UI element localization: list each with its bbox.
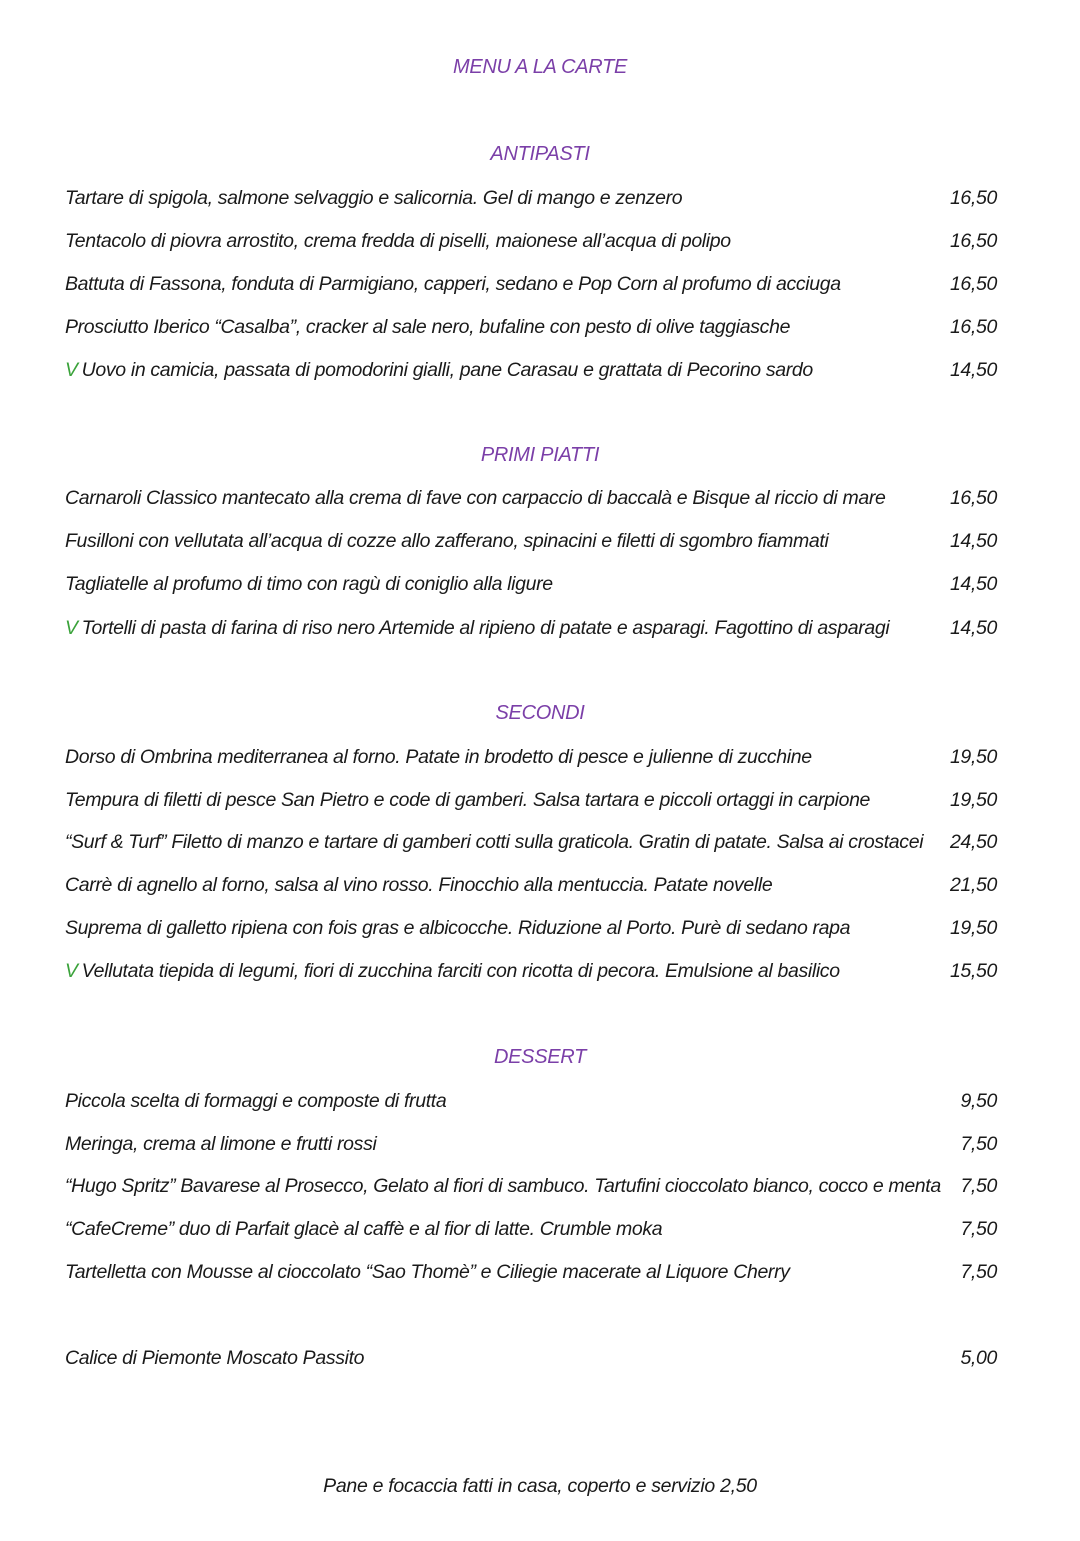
- dish-name: Fusilloni con vellutata all’acqua di cozze allo zafferano, spinacini e filetti di sgombro fiammati: [65, 529, 829, 552]
- menu-item: [65, 956, 997, 986]
- dish-name: Tartare di spigola, salmone selvaggio e salicornia. Gel di mango e zenzero: [65, 186, 683, 209]
- dish-price: 5,00: [960, 1346, 997, 1369]
- dish-price: 14,50: [949, 616, 997, 639]
- dish-price: 16,50: [949, 229, 997, 252]
- menu-item: [65, 1086, 997, 1116]
- menu-item: [65, 827, 997, 857]
- dish-name: Carrè di agnello al forno, salsa al vino rosso. Finocchio alla mentuccia. Patate novelle: [65, 873, 773, 896]
- menu-item: [65, 483, 997, 513]
- menu-item: [65, 226, 997, 256]
- cover-charge-note: Pane e focaccia fatti in casa, coperto e servizio 2,50: [323, 1475, 757, 1497]
- dish-price: 7,50: [960, 1132, 997, 1155]
- vegetarian-marker: V: [65, 358, 78, 381]
- dish-price: 19,50: [949, 788, 997, 811]
- menu-item: [65, 613, 997, 643]
- dish-price: 14,50: [949, 358, 997, 381]
- section-title-secondi: SECONDI: [495, 702, 585, 724]
- dish-price: 16,50: [949, 272, 997, 295]
- dish-name: Tempura di filetti di pesce San Pietro e code di gamberi. Salsa tartara e piccoli ortaggi in carpione: [65, 788, 871, 811]
- dish-price: 16,50: [949, 315, 997, 338]
- dish-price: 14,50: [949, 529, 997, 552]
- menu-item: [65, 355, 997, 385]
- dish-name: Prosciutto Iberico “Casalba”, cracker al sale nero, bufaline con pesto di olive taggiasche: [65, 315, 791, 338]
- dish-price: 24,50: [949, 830, 997, 853]
- dish-name: “Hugo Spritz” Bavarese al Prosecco, Gelato al fiori di sambuco. Tartufini cioccolato bianco, cocco e menta: [65, 1174, 941, 1197]
- dish-name: Suprema di galletto ripiena con fois gras e albicocche. Riduzione al Porto. Purè di sedano rapa: [65, 916, 851, 939]
- dish-name: Calice di Piemonte Moscato Passito: [65, 1346, 365, 1369]
- dish-name: “Surf & Turf” Filetto di manzo e tartare di gamberi cotti sulla graticola. Gratin di patate. Salsa ai crostacei: [65, 830, 924, 853]
- dish-name: Tagliatelle al profumo di timo con ragù di coniglio alla ligure: [65, 572, 553, 595]
- section-title-dessert: DESSERT: [493, 1046, 586, 1068]
- section-title-primi: PRIMI PIATTI: [480, 444, 600, 466]
- dish-price: 19,50: [949, 745, 997, 768]
- menu-item: [65, 870, 997, 900]
- menu-item: [65, 1171, 997, 1201]
- dish-price: 16,50: [949, 486, 997, 509]
- dish-price: 7,50: [960, 1260, 997, 1283]
- dish-price: 7,50: [960, 1174, 997, 1197]
- dish-price: 16,50: [949, 186, 997, 209]
- dish-price: 19,50: [949, 916, 997, 939]
- menu-title: MENU A LA CARTE: [452, 56, 628, 78]
- dish-name: “CafeCreme” duo di Parfait glacè al caffè e al fior di latte. Crumble moka: [65, 1217, 663, 1240]
- menu-item: [65, 1214, 997, 1244]
- dish-name: Battuta di Fassona, fonduta di Parmigiano, capperi, sedano e Pop Corn al profumo di acciuga: [65, 272, 841, 295]
- menu-item: [65, 183, 997, 213]
- menu-item: [65, 569, 997, 599]
- dish-price: 7,50: [960, 1217, 997, 1240]
- dish-price: 14,50: [949, 572, 997, 595]
- menu-item: [65, 913, 997, 943]
- dish-name: Tortelli di pasta di farina di riso nero Artemide al ripieno di patate e asparagi. Fagottino di asparagi: [81, 616, 890, 639]
- dish-name: Carnaroli Classico mantecato alla crema di fave con carpaccio di baccalà e Bisque al riccio di mare: [65, 486, 886, 509]
- menu-item: [65, 1257, 997, 1287]
- dish-name: Dorso di Ombrina mediterranea al forno. Patate in brodetto di pesce e julienne di zucchine: [65, 745, 812, 768]
- menu-item: [65, 269, 997, 299]
- dish-price: 15,50: [949, 959, 997, 982]
- dish-name: Meringa, crema al limone e frutti rossi: [65, 1132, 377, 1155]
- dish-name: Uovo in camicia, passata di pomodorini gialli, pane Carasau e grattata di Pecorino sardo: [81, 358, 813, 381]
- section-title-antipasti: ANTIPASTI: [490, 143, 590, 165]
- menu-item: [65, 526, 997, 556]
- menu-item: [65, 312, 997, 342]
- dish-price: 21,50: [949, 873, 997, 896]
- dish-name: Tartelletta con Mousse al cioccolato “Sao Thomè” e Ciliegie macerate al Liquore Cherry: [65, 1260, 790, 1283]
- dish-name: Vellutata tiepida di legumi, fiori di zucchina farciti con ricotta di pecora. Emulsione al basilico: [81, 959, 840, 982]
- dish-name: Piccola scelta di formaggi e composte di frutta: [65, 1089, 447, 1112]
- menu-item: [65, 1129, 997, 1159]
- menu-item-extra: [65, 1343, 997, 1373]
- menu-item: [65, 742, 997, 772]
- dish-name: Tentacolo di piovra arrostito, crema fredda di piselli, maionese all’acqua di polipo: [65, 229, 731, 252]
- vegetarian-marker: V: [65, 959, 78, 982]
- vegetarian-marker: V: [65, 616, 78, 639]
- menu-item: [65, 785, 997, 815]
- dish-price: 9,50: [960, 1089, 997, 1112]
